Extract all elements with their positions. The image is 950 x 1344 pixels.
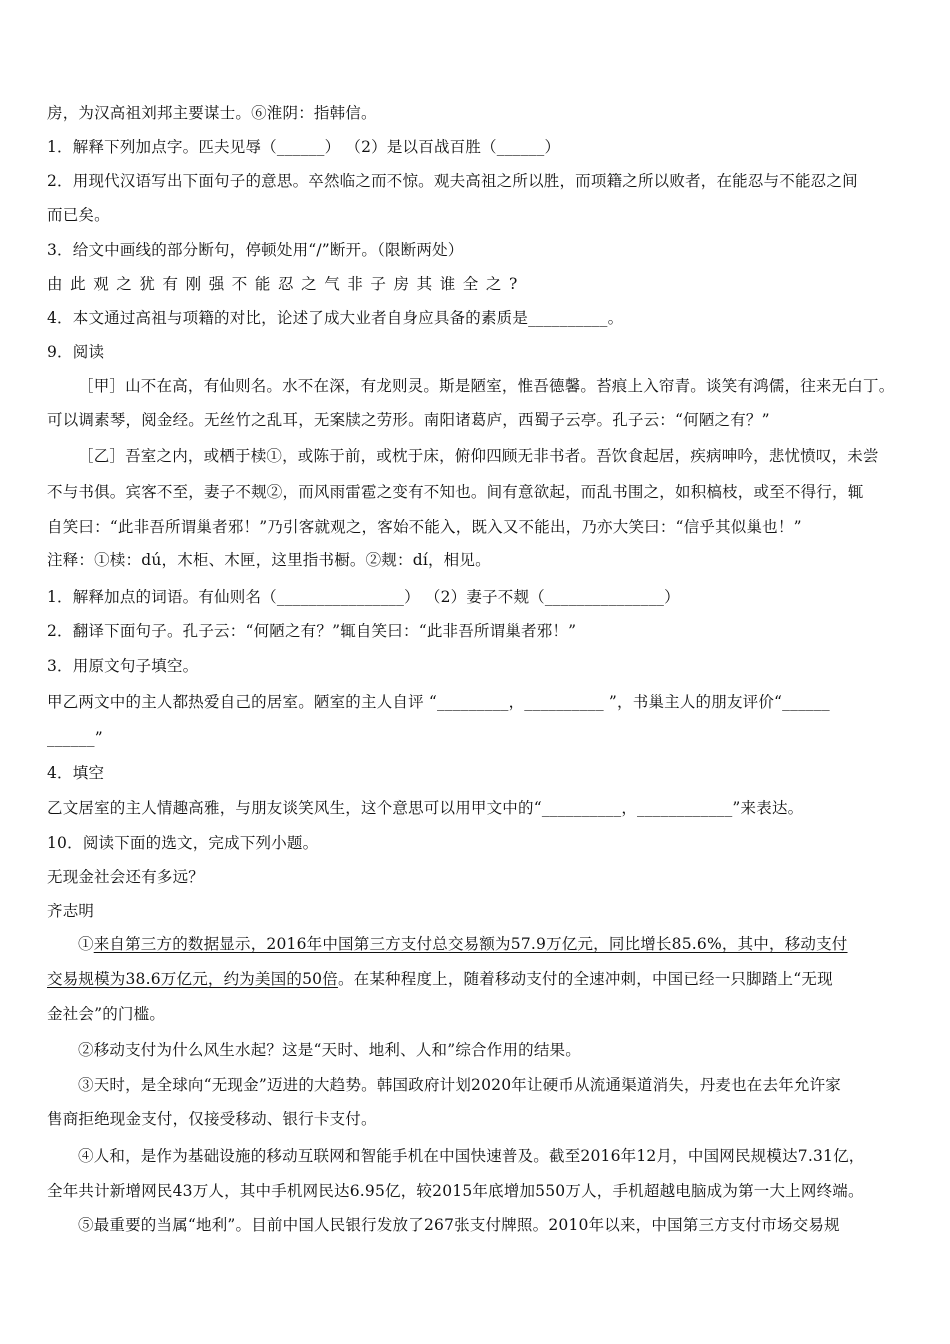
- passage-yi-line: 自笑曰：“此非吾所谓巢者邪！”乃引客就观之，客始不能入，既入又不能出，乃亦大笑曰：“信乎其似巢也！”: [47, 518, 802, 536]
- paragraph-number: ①: [78, 935, 94, 953]
- passage-yi-line: ［乙］吾室之内，或栖于椟①，或陈于前，或枕于床，俯仰四顾无非书者。吾饮食起居，疾病呻吟，悲忧愤叹，未尝: [78, 447, 879, 465]
- paragraph-1-line: 金社会”的门槛。: [47, 1005, 166, 1023]
- question-3-line: 3．用原文句子填空。: [47, 657, 199, 675]
- section-9-heading: 9．阅读: [47, 343, 105, 361]
- passage-jia-line: 可以调素琴，阅金经。无丝竹之乱耳，无案牍之劳形。南阳诸葛庐，西蜀子云亭。孔子云：“何陋之有？”: [47, 411, 770, 429]
- paragraph-4-line: ④人和，是作为基础设施的移动互联网和智能手机在中国快速普及。截至2016年12月，中国网民规模达7.31亿，: [78, 1147, 865, 1165]
- paragraph-3-line: ③天时，是全球向“无现金”迈进的大趋势。韩国政府计划2020年让硬币从流通渠道消失，丹麦也在去年允许家: [78, 1076, 841, 1094]
- text-line: 房，为汉高祖刘邦主要谋士。⑥淮阴：指韩信。: [47, 104, 377, 122]
- passage-yi-line: 不与书俱。宾客不至，妻子不觌②，而风雨雷雹之变有不知也。间有意欲起，而乱书围之，如积槁枝，或至不得行，辄: [47, 483, 864, 501]
- question-1-line: 1．解释加点的词语。有仙则名（________________） （2）妻子不觌（_______________）: [47, 588, 680, 606]
- question-4-line: 4．本文通过高祖与项籍的对比，论述了成大业者自身应具备的素质是__________。: [47, 309, 624, 327]
- paragraph-1-line: [47, 969, 912, 989]
- article-title: 无现金社会还有多远？: [47, 868, 205, 886]
- paragraph-3-line: 售商拒绝现金支付，仅接受移动、银行卡支付。: [47, 1110, 377, 1128]
- paragraph-4-line: 全年共计新增网民43万人，其中手机网民达6.95亿，较2015年底增加550万人，手机超越电脑成为第一大上网终端。: [47, 1182, 864, 1200]
- annotation-line: 注释：①椟：dú，木柜、木匣，这里指书橱。②觌：dí，相见。: [47, 551, 491, 569]
- question-2-line: 2．翻译下面句子。孔子云：“何陋之有？”辄自笑曰：“此非吾所谓巢者邪！”: [47, 622, 577, 640]
- underlined-text: 交易规模为38.6万亿元，约为美国的50倍: [47, 970, 338, 988]
- question-4-line: 4．填空: [47, 764, 105, 782]
- sentence-to-punctuate: 由此观之犹有刚强不能忍之气非子房其谁全之?: [47, 275, 525, 293]
- question-2-line: 2．用现代汉语写出下面句子的意思。卒然临之而不惊。观夫高祖之所以胜，而项籍之所以败者，在能忍与不能忍之间: [47, 172, 858, 190]
- section-10-heading: 10．阅读下面的选文，完成下列小题。: [47, 834, 319, 852]
- text-span: 。在某种程度上，随着移动支付的全速冲刺，中国已经一只脚踏上“无现: [337, 970, 833, 988]
- question-3-line: 3．给文中画线的部分断句，停顿处用“/”断开。（限断两处）: [47, 241, 464, 259]
- text-line: 甲乙两文中的主人都热爱自己的居室。陋室的主人自评 “_________，__________ ”，书巢主人的朋友评价“______: [47, 693, 830, 711]
- text-line: 而已矣。: [47, 206, 110, 224]
- question-1-line: 1．解释下列加点字。匹夫见辱（______） （2）是以百战百胜（______）: [47, 138, 561, 156]
- passage-jia-line: ［甲］山不在高，有仙则名。水不在深，有龙则灵。斯是陋室，惟吾德馨。苔痕上入帘青。谈笑有鸿儒，往来无白丁。: [78, 377, 895, 395]
- paragraph-2-line: ②移动支付为什么风生水起？这是“天时、地利、人和”综合作用的结果。: [78, 1041, 581, 1059]
- text-line: 乙文居室的主人情趣高雅，与朋友谈笑风生，这个意思可以用甲文中的“__________，____________”来表达。: [47, 799, 804, 817]
- underlined-text: 来自第三方的数据显示，2016年中国第三方支付总交易额为57.9万亿元，同比增长85.6%，其中，移动支付: [93, 935, 848, 953]
- text-line: ______”: [47, 729, 103, 747]
- paragraph-1-line: [78, 934, 912, 954]
- article-author: 齐志明: [47, 902, 95, 920]
- paragraph-5-line: ⑤最重要的当属“地利”。目前中国人民银行发放了267张支付牌照。2010年以来，中国第三方支付市场交易规: [78, 1216, 840, 1234]
